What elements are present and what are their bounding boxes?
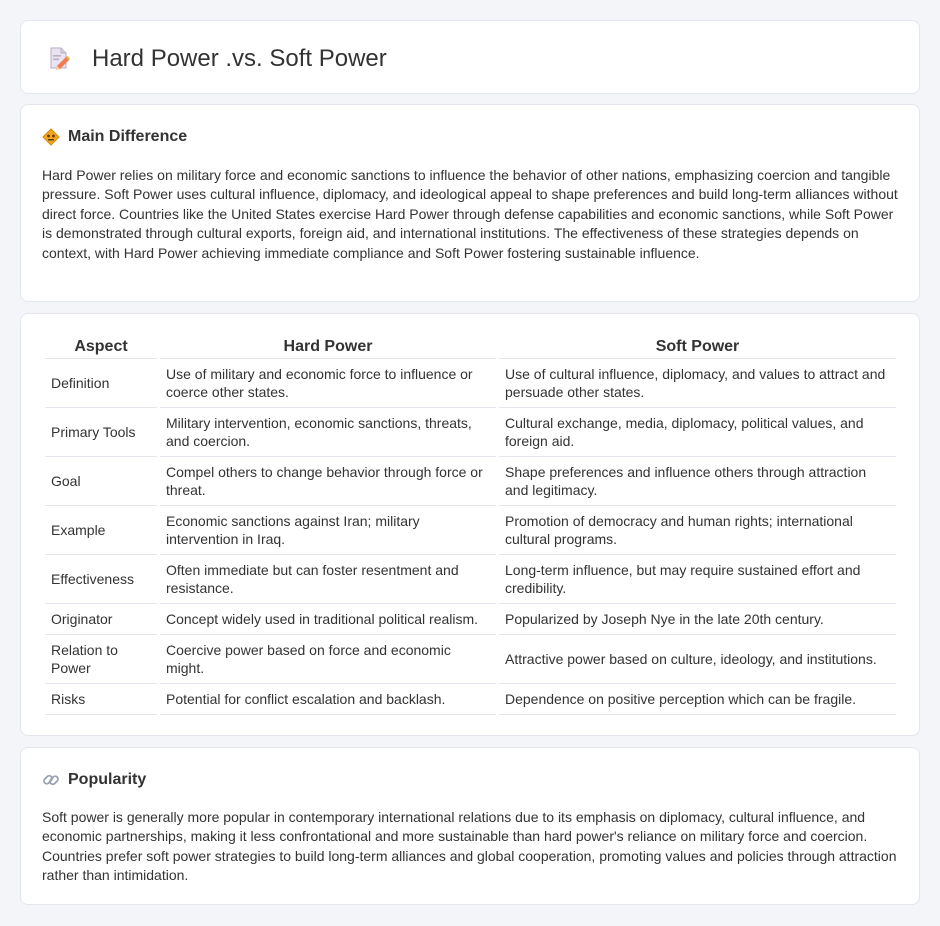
aspect-cell: Effectiveness	[45, 555, 157, 604]
column-header-hard-power: Hard Power	[160, 336, 496, 359]
aspect-cell: Goal	[45, 457, 157, 506]
aspect-cell: Risks	[45, 684, 157, 715]
hard-power-cell: Compel others to change behavior through force or threat.	[160, 457, 496, 506]
table-row	[45, 359, 896, 408]
aspect-cell: Example	[45, 506, 157, 555]
main-difference-text: Hard Power relies on military force and economic sanctions to influence the behavior of other nations, emphasizing coercion and tangible pressure. Soft Power uses cultural influence, diplomacy, and ideological appeal to shape preferences and build long-term alliances without direct force. Countries like the United States exercise Hard Power through defense capabilities and economic sanctions, while Soft Power is demonstrated through cultural exports, foreign aid, and international institutions. The effectiveness of these strategies depends on context, with Hard Power achieving immediate compliance and Soft Power fostering sustainable influence.	[42, 167, 898, 261]
soft-power-cell: Popularized by Joseph Nye in the late 20th century.	[499, 604, 896, 635]
comparison-section	[20, 313, 920, 736]
popularity-text: Soft power is generally more popular in contemporary international relations due to its emphasis on diplomacy, cultural influence, and economic partnerships, making it less confrontational and more sustainable than hard power's reliance on military force and coercion. Countries prefer soft power strategies to build long-term alliances and global cooperation, promoting values and policies through attraction rather than intimidation.	[42, 809, 897, 884]
table-row	[45, 635, 896, 684]
table-row	[45, 604, 896, 635]
link-icon	[42, 771, 60, 789]
hard-power-cell: Military intervention, economic sanctions, threats, and coercion.	[160, 408, 496, 457]
soft-power-cell: Promotion of democracy and human rights; international cultural programs.	[499, 506, 896, 555]
diamond-warning-icon	[42, 128, 60, 146]
popularity-section	[20, 747, 920, 905]
page-title: Hard Power .vs. Soft Power	[92, 45, 387, 72]
table-row	[45, 408, 896, 457]
table-row	[45, 457, 896, 506]
hard-power-cell: Potential for conflict escalation and backlash.	[160, 684, 496, 715]
table-row	[45, 555, 896, 604]
hard-power-cell: Use of military and economic force to influence or coerce other states.	[160, 359, 496, 408]
hard-power-cell: Concept widely used in traditional political realism.	[160, 604, 496, 635]
main-difference-section	[20, 104, 920, 302]
hard-power-cell: Coercive power based on force and economic might.	[160, 635, 496, 684]
aspect-cell: Originator	[45, 604, 157, 635]
main-difference-header	[42, 127, 187, 147]
table-header-row	[45, 336, 896, 359]
soft-power-cell: Use of cultural influence, diplomacy, and values to attract and persuade other states.	[499, 359, 896, 408]
comparison-table	[42, 336, 899, 715]
header-card	[20, 20, 920, 94]
table-row	[45, 684, 896, 715]
soft-power-cell: Cultural exchange, media, diplomacy, political values, and foreign aid.	[499, 408, 896, 457]
section-title: Popularity	[68, 771, 147, 788]
soft-power-cell: Attractive power based on culture, ideology, and institutions.	[499, 635, 896, 684]
soft-power-cell: Long-term influence, but may require sustained effort and credibility.	[499, 555, 896, 604]
column-header-aspect: Aspect	[45, 336, 157, 359]
hard-power-cell: Economic sanctions against Iran; military intervention in Iraq.	[160, 506, 496, 555]
aspect-cell: Relation to Power	[45, 635, 157, 684]
section-title: Main Difference	[68, 128, 188, 145]
hard-power-cell: Often immediate but can foster resentment and resistance.	[160, 555, 496, 604]
soft-power-cell: Dependence on positive perception which can be fragile.	[499, 684, 896, 715]
column-header-soft-power: Soft Power	[499, 336, 896, 359]
table-row	[45, 506, 896, 555]
soft-power-cell: Shape preferences and influence others through attraction and legitimacy.	[499, 457, 896, 506]
aspect-cell: Definition	[45, 359, 157, 408]
aspect-cell: Primary Tools	[45, 408, 157, 457]
document-pencil-icon	[48, 46, 70, 70]
popularity-header	[42, 770, 146, 790]
